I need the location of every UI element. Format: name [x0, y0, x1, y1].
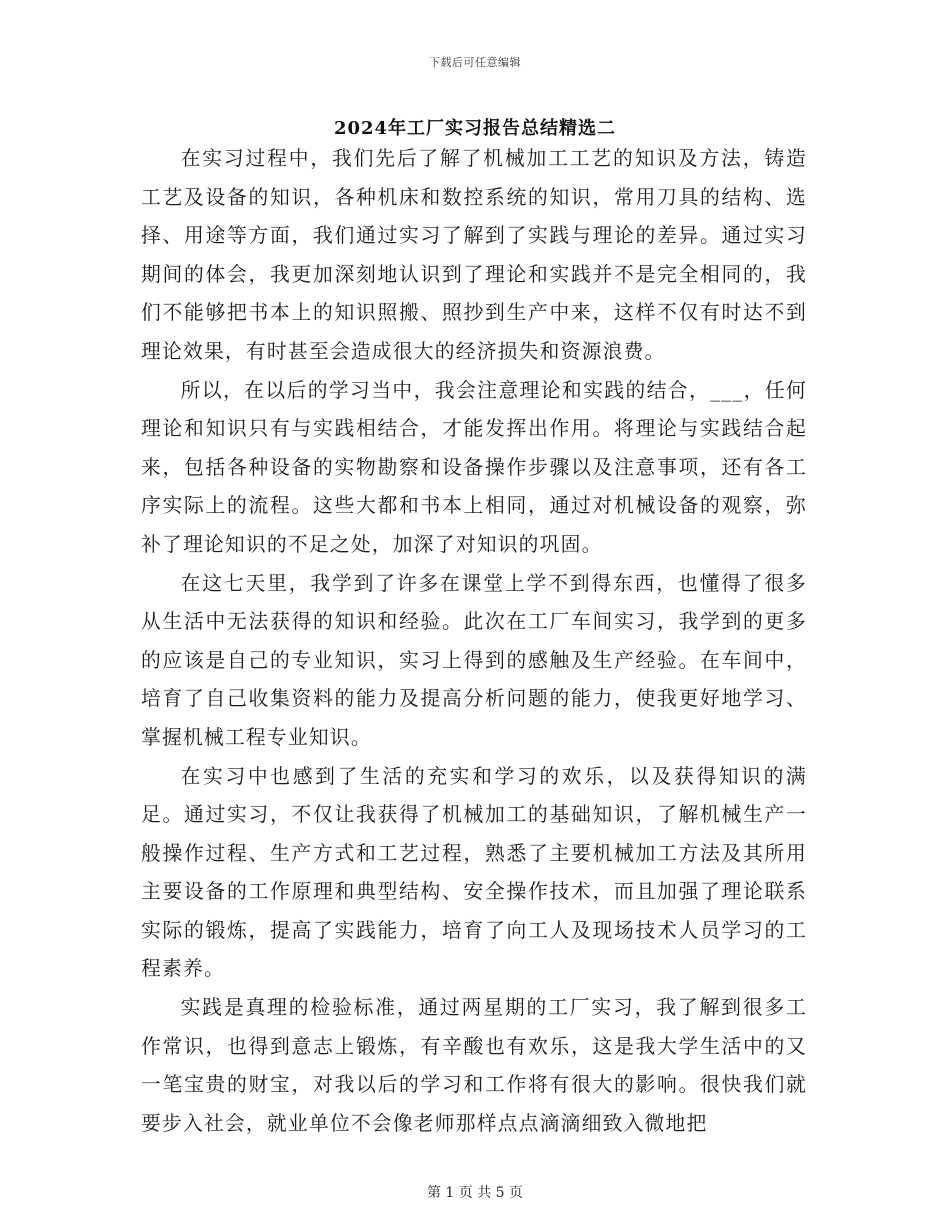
- page-header: 下载后可任意编辑: [429, 56, 521, 69]
- document-body: [141, 140, 807, 1143]
- paragraph-5: 实践是真理的检验标准，通过两星期的工厂实习，我了解到很多工作常识，也得到意志上锻炼，有辛酸也有欢乐，这是我大学生活中的又一笔宝贵的财宝，对我以后的学习和工作将有很大的影响。很快我们就要步入社会，就业单位不会像老师那样点点滴滴细致入微地把: [141, 996, 807, 1135]
- page-number: 第 1 页 共 5 页: [426, 1185, 524, 1201]
- paragraph-2: 所以，在以后的学习当中，我会注意理论和实践的结合，___，任何理论和知识只有与实践相结合，才能发挥出作用。将理论与实践结合起来，包括各种设备的实物勘察和设备操作步骤以及注意事项，还有各工序实际上的流程。这些大都和书本上相同，通过对机械设备的观察，弥补了理论知识的不足之处，加深了对知识的巩固。: [141, 378, 807, 556]
- paragraph-4: 在实习中也感到了生活的充实和学习的欢乐，以及获得知识的满足。通过实习，不仅让我获得了机械加工的基础知识，了解机械生产一般操作过程、生产方式和工艺过程，熟悉了主要机械加工方法及其所用主要设备的工作原理和典型结构、安全操作技术，而且加强了理论联系实际的锻炼，提高了实践能力，培育了向工人及现场技术人员学习的工程素养。: [141, 764, 807, 981]
- paragraph-1: 在实习过程中，我们先后了解了机械加工工艺的知识及方法，铸造工艺及设备的知识，各种机床和数控系统的知识，常用刀具的结构、选择、用途等方面，我们通过实习了解到了实践与理论的差异。通过实习期间的体会，我更加深刻地认识到了理论和实践并不是完全相同的，我们不能够把书本上的知识照搬、照抄到生产中来，这样不仅有时达不到理论效果，有时甚至会造成很大的经济损失和资源浪费。: [141, 147, 807, 363]
- paragraph-3: 在这七天里，我学到了许多在课堂上学不到得东西，也懂得了很多从生活中无法获得的知识和经验。此次在工厂车间实习，我学到的更多的应该是自己的专业知识，实习上得到的感触及生产经验。在车间中，培育了自己收集资料的能力及提高分析问题的能力，使我更好地学习、掌握机械工程专业知识。: [141, 571, 807, 749]
- document-title: 2024年工厂实习报告总结精选二: [333, 118, 617, 139]
